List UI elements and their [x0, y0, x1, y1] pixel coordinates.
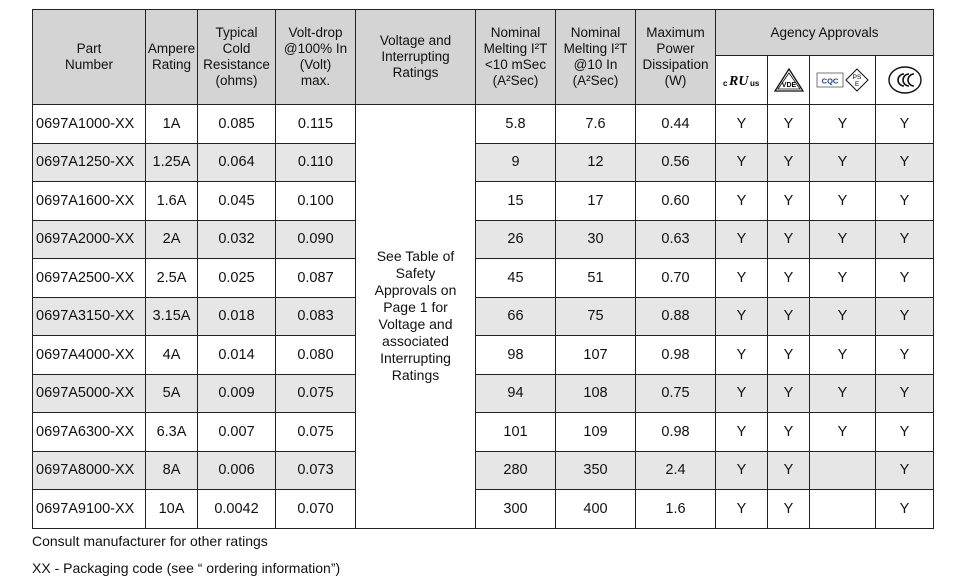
cell-part-number: 0697A1000-XX: [33, 105, 146, 144]
cell-melting-10in: 51: [556, 259, 636, 298]
agency-logo-ul: [716, 56, 768, 105]
cell-ampere-rating: 6.3A: [146, 413, 198, 452]
table-row: [33, 336, 934, 375]
cell-approval-vde: Y: [768, 451, 810, 490]
footnotes: [32, 528, 340, 582]
cell-melting-10in: 108: [556, 374, 636, 413]
cell-cold-resistance: 0.045: [198, 182, 276, 221]
cell-approval-ul: Y: [716, 143, 768, 182]
cell-volt-drop: 0.075: [276, 413, 356, 452]
cell-melting-10ms: 300: [476, 490, 556, 529]
cell-approval-ul: Y: [716, 490, 768, 529]
cell-approval-ul: Y: [716, 259, 768, 298]
cell-melting-10ms: 280: [476, 451, 556, 490]
cell-approval-cqc: [810, 490, 876, 529]
cell-approval-ul: Y: [716, 451, 768, 490]
cell-melting-10ms: 94: [476, 374, 556, 413]
cell-approval-cqc: Y: [810, 182, 876, 221]
header-ampere-rating: Ampere Rating: [146, 10, 198, 105]
cell-part-number: 0697A3150-XX: [33, 297, 146, 336]
cell-part-number: 0697A6300-XX: [33, 413, 146, 452]
cell-max-power: 0.60: [636, 182, 716, 221]
table-row: [33, 182, 934, 221]
cell-approval-ccc: Y: [876, 451, 934, 490]
cell-max-power: 1.6: [636, 490, 716, 529]
cell-part-number: 0697A9100-XX: [33, 490, 146, 529]
cell-part-number: 0697A2500-XX: [33, 259, 146, 298]
cell-approval-ccc: Y: [876, 105, 934, 144]
cell-approval-ul: Y: [716, 336, 768, 375]
table-row: [33, 374, 934, 413]
cell-approval-cqc: Y: [810, 105, 876, 144]
cell-melting-10ms: 15: [476, 182, 556, 221]
cell-volt-drop: 0.110: [276, 143, 356, 182]
cell-ampere-rating: 5A: [146, 374, 198, 413]
cell-melting-10in: 107: [556, 336, 636, 375]
agency-logo-vde: [768, 56, 810, 105]
cell-approval-ccc: Y: [876, 336, 934, 375]
cell-max-power: 0.44: [636, 105, 716, 144]
cell-melting-10ms: 66: [476, 297, 556, 336]
cell-approval-ul: Y: [716, 297, 768, 336]
cell-approval-vde: Y: [768, 336, 810, 375]
cell-melting-10in: 109: [556, 413, 636, 452]
cell-approval-ccc: Y: [876, 182, 934, 221]
cell-max-power: 0.56: [636, 143, 716, 182]
table-row: [33, 451, 934, 490]
ul-logo-ru: RU: [728, 74, 748, 89]
cell-approval-cqc: Y: [810, 297, 876, 336]
cell-approval-ccc: Y: [876, 220, 934, 259]
cell-ampere-rating: 2A: [146, 220, 198, 259]
cell-part-number: 0697A4000-XX: [33, 336, 146, 375]
cell-approval-vde: Y: [768, 490, 810, 529]
cell-approval-cqc: [810, 451, 876, 490]
cell-ampere-rating: 10A: [146, 490, 198, 529]
cell-approval-cqc: Y: [810, 259, 876, 298]
cell-approval-cqc: Y: [810, 413, 876, 452]
cell-approval-ul: Y: [716, 105, 768, 144]
footnote-packaging-code: XX - Packaging code (see “ ordering information”): [32, 560, 341, 576]
cell-melting-10ms: 98: [476, 336, 556, 375]
cell-ampere-rating: 8A: [146, 451, 198, 490]
cell-cold-resistance: 0.064: [198, 143, 276, 182]
cell-approval-vde: Y: [768, 374, 810, 413]
agency-logo-ccc: [876, 56, 934, 105]
header-melting-10ms: Nominal Melting I²T <10 mSec (A²Sec): [476, 10, 556, 105]
cell-approval-ul: Y: [716, 413, 768, 452]
cell-cold-resistance: 0.025: [198, 259, 276, 298]
header-voltage-ratings: Voltage and Interrupting Ratings: [356, 10, 476, 105]
cell-ampere-rating: 1.25A: [146, 143, 198, 182]
table-row: [33, 143, 934, 182]
cell-approval-vde: Y: [768, 105, 810, 144]
cell-volt-drop: 0.070: [276, 490, 356, 529]
cell-approval-vde: Y: [768, 413, 810, 452]
header-cold-resistance: Typical Cold Resistance (ohms): [198, 10, 276, 105]
cell-cold-resistance: 0.018: [198, 297, 276, 336]
cell-voltage-ratings-note: See Table of Safety Approvals on Page 1 for Voltage and associated Interrupting Ratings: [356, 105, 476, 529]
cell-melting-10in: 350: [556, 451, 636, 490]
cell-part-number: 0697A1600-XX: [33, 182, 146, 221]
cell-approval-cqc: Y: [810, 336, 876, 375]
vde-logo-text: VDE: [781, 82, 796, 89]
cell-melting-10ms: 5.8: [476, 105, 556, 144]
cell-ampere-rating: 3.15A: [146, 297, 198, 336]
cell-volt-drop: 0.100: [276, 182, 356, 221]
cell-part-number: 0697A8000-XX: [33, 451, 146, 490]
cell-cold-resistance: 0.085: [198, 105, 276, 144]
cell-ampere-rating: 1.6A: [146, 182, 198, 221]
table-row: [33, 490, 934, 529]
cell-part-number: 0697A1250-XX: [33, 143, 146, 182]
table-row: [33, 220, 934, 259]
cqc-logo-text: CQC: [821, 76, 838, 86]
cell-approval-ccc: Y: [876, 413, 934, 452]
cell-melting-10in: 75: [556, 297, 636, 336]
cell-approval-ccc: Y: [876, 259, 934, 298]
cell-volt-drop: 0.087: [276, 259, 356, 298]
fuse-spec-table-body: [33, 105, 934, 529]
cell-cold-resistance: 0.014: [198, 336, 276, 375]
cell-volt-drop: 0.073: [276, 451, 356, 490]
header-max-power: Maximum Power Dissipation (W): [636, 10, 716, 105]
cell-approval-ccc: Y: [876, 297, 934, 336]
ul-logo-c: c: [722, 79, 727, 88]
cell-ampere-rating: 4A: [146, 336, 198, 375]
cell-max-power: 2.4: [636, 451, 716, 490]
pse-logo-ps: PS: [852, 74, 861, 81]
cell-melting-10in: 30: [556, 220, 636, 259]
cell-volt-drop: 0.090: [276, 220, 356, 259]
header-agency-approvals: Agency Approvals: [716, 10, 934, 56]
pse-logo-e: E: [854, 82, 859, 88]
table-row: [33, 413, 934, 452]
cell-approval-vde: Y: [768, 297, 810, 336]
cell-cold-resistance: 0.006: [198, 451, 276, 490]
cell-approval-vde: Y: [768, 182, 810, 221]
cell-max-power: 0.98: [636, 336, 716, 375]
table-row: [33, 259, 934, 298]
cell-max-power: 0.88: [636, 297, 716, 336]
cell-approval-ccc: Y: [876, 374, 934, 413]
cell-volt-drop: 0.083: [276, 297, 356, 336]
cell-melting-10ms: 101: [476, 413, 556, 452]
cell-melting-10in: 17: [556, 182, 636, 221]
cell-part-number: 0697A5000-XX: [33, 374, 146, 413]
cell-approval-cqc: Y: [810, 143, 876, 182]
cell-ampere-rating: 1A: [146, 105, 198, 144]
cell-cold-resistance: 0.032: [198, 220, 276, 259]
cell-cold-resistance: 0.009: [198, 374, 276, 413]
cell-volt-drop: 0.115: [276, 105, 356, 144]
agency-logo-cqc: [810, 56, 876, 105]
vde-icon: [773, 67, 805, 93]
header-volt-drop: Volt-drop @100% In (Volt) max.: [276, 10, 356, 105]
cell-max-power: 0.75: [636, 374, 716, 413]
cell-approval-ul: Y: [716, 374, 768, 413]
cell-approval-vde: Y: [768, 143, 810, 182]
header-part-number: Part Number: [33, 10, 146, 105]
cell-approval-cqc: Y: [810, 220, 876, 259]
header-melting-10in: Nominal Melting I²T @10 In (A²Sec): [556, 10, 636, 105]
fuse-spec-table-wrapper: [32, 9, 934, 529]
fuse-spec-table: [32, 9, 934, 529]
cell-approval-vde: Y: [768, 220, 810, 259]
cell-volt-drop: 0.075: [276, 374, 356, 413]
ul-logo-us: us: [749, 79, 759, 88]
cell-volt-drop: 0.080: [276, 336, 356, 375]
cell-approval-ul: Y: [716, 220, 768, 259]
cell-approval-ccc: Y: [876, 143, 934, 182]
cell-max-power: 0.63: [636, 220, 716, 259]
footnote-consult: Consult manufacturer for other ratings: [32, 533, 268, 549]
cell-max-power: 0.98: [636, 413, 716, 452]
ul-recognized-icon: [722, 71, 762, 89]
cell-melting-10ms: 26: [476, 220, 556, 259]
cell-melting-10in: 400: [556, 490, 636, 529]
table-row: [33, 105, 934, 144]
cell-approval-cqc: Y: [810, 374, 876, 413]
cqc-pse-icon: [816, 68, 870, 92]
cell-melting-10in: 7.6: [556, 105, 636, 144]
cell-melting-10ms: 45: [476, 259, 556, 298]
cell-approval-ccc: Y: [876, 490, 934, 529]
cell-melting-10ms: 9: [476, 143, 556, 182]
cell-melting-10in: 12: [556, 143, 636, 182]
cell-part-number: 0697A2000-XX: [33, 220, 146, 259]
cell-max-power: 0.70: [636, 259, 716, 298]
cell-approval-ul: Y: [716, 182, 768, 221]
cell-cold-resistance: 0.0042: [198, 490, 276, 529]
ccc-icon: [887, 65, 923, 95]
cell-cold-resistance: 0.007: [198, 413, 276, 452]
cell-approval-vde: Y: [768, 259, 810, 298]
cell-ampere-rating: 2.5A: [146, 259, 198, 298]
table-row: [33, 297, 934, 336]
